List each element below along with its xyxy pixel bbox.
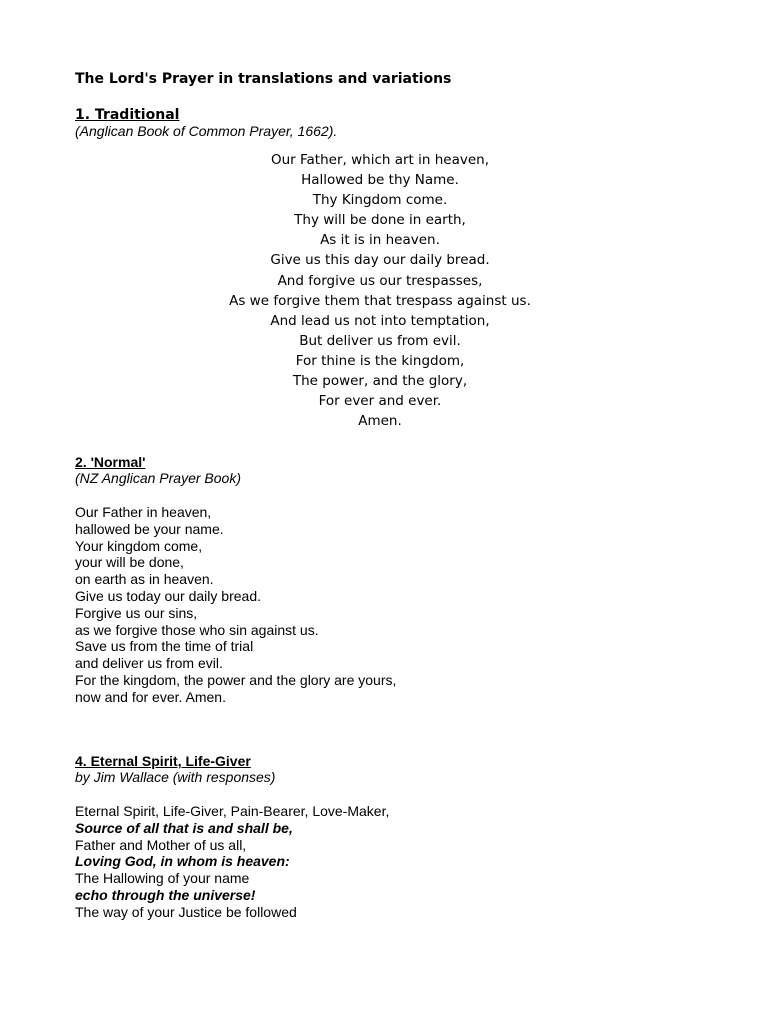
prayer-line: And lead us not into temptation, (270, 312, 490, 329)
prayer-line: And forgive us our trespasses, (277, 272, 483, 289)
prayer-response-line: Loving God, in whom is heaven: (75, 853, 290, 870)
prayer-line: Our Father, which art in heaven, (270, 152, 489, 168)
prayer-line: For the kingdom, the power and the glory are yours, (75, 671, 397, 688)
prayer-line: Give us today our daily bread. (75, 587, 261, 604)
prayer-response-line: echo through the universe! (75, 886, 256, 903)
prayer-line: As we forgive them that trespass against us. (229, 292, 531, 309)
section-source-normal: (NZ Anglican Prayer Book) (75, 470, 241, 486)
prayer-line: Forgive us our sins, (75, 604, 198, 621)
traditional-prayer-text (150, 150, 610, 431)
section-heading-normal: 2. 'Normal' (75, 454, 146, 470)
normal-prayer-text (75, 504, 396, 706)
prayer-response-line: Source of all that is and shall be, (75, 819, 293, 836)
prayer-line: The power, and the glory, (292, 373, 468, 390)
prayer-line: your will be done, (75, 554, 184, 571)
prayer-line: Save us from the time of trial (75, 638, 254, 655)
prayer-line: But deliver us from evil. (299, 332, 461, 349)
prayer-line: as we forgive those who sin against us. (75, 621, 319, 638)
prayer-line: The Hallowing of your name (75, 870, 250, 887)
document-title: The Lord's Prayer in translations and variations (75, 71, 452, 87)
prayer-line: For thine is the kingdom, (295, 352, 465, 369)
section-heading-eternal-spirit: 4. Eternal Spirit, Life-Giver (75, 753, 251, 769)
prayer-line: Thy Kingdom come. (312, 192, 448, 209)
prayer-line: As it is in heaven. (320, 232, 440, 249)
prayer-line: now and for ever. Amen. (75, 688, 226, 705)
prayer-line: Your kingdom come, (75, 537, 203, 554)
prayer-line: on earth as in heaven. (75, 571, 214, 588)
prayer-line: Eternal Spirit, Life-Giver, Pain-Bearer, Love-Maker, (75, 803, 390, 819)
prayer-line: and deliver us from evil. (75, 655, 223, 672)
prayer-line: Give us this day our daily bread. (270, 252, 490, 269)
section-source-eternal-spirit: by Jim Wallace (with responses) (75, 769, 276, 785)
prayer-line: The way of your Justice be followed (75, 903, 297, 920)
eternal-spirit-prayer-text (75, 803, 389, 921)
section-heading-traditional: 1. Traditional (75, 107, 180, 123)
prayer-line: hallowed be your name. (75, 520, 224, 537)
prayer-line: Thy will be done in earth, (294, 212, 466, 229)
prayer-line: Our Father in heaven, (75, 504, 212, 520)
prayer-line: Father and Mother of us all, (75, 836, 247, 853)
prayer-line: Hallowed be thy Name. (301, 172, 459, 189)
prayer-line: Amen. (358, 413, 402, 430)
section-source-traditional: (Anglican Book of Common Prayer, 1662). (75, 123, 338, 139)
prayer-line: For ever and ever. (318, 393, 442, 410)
